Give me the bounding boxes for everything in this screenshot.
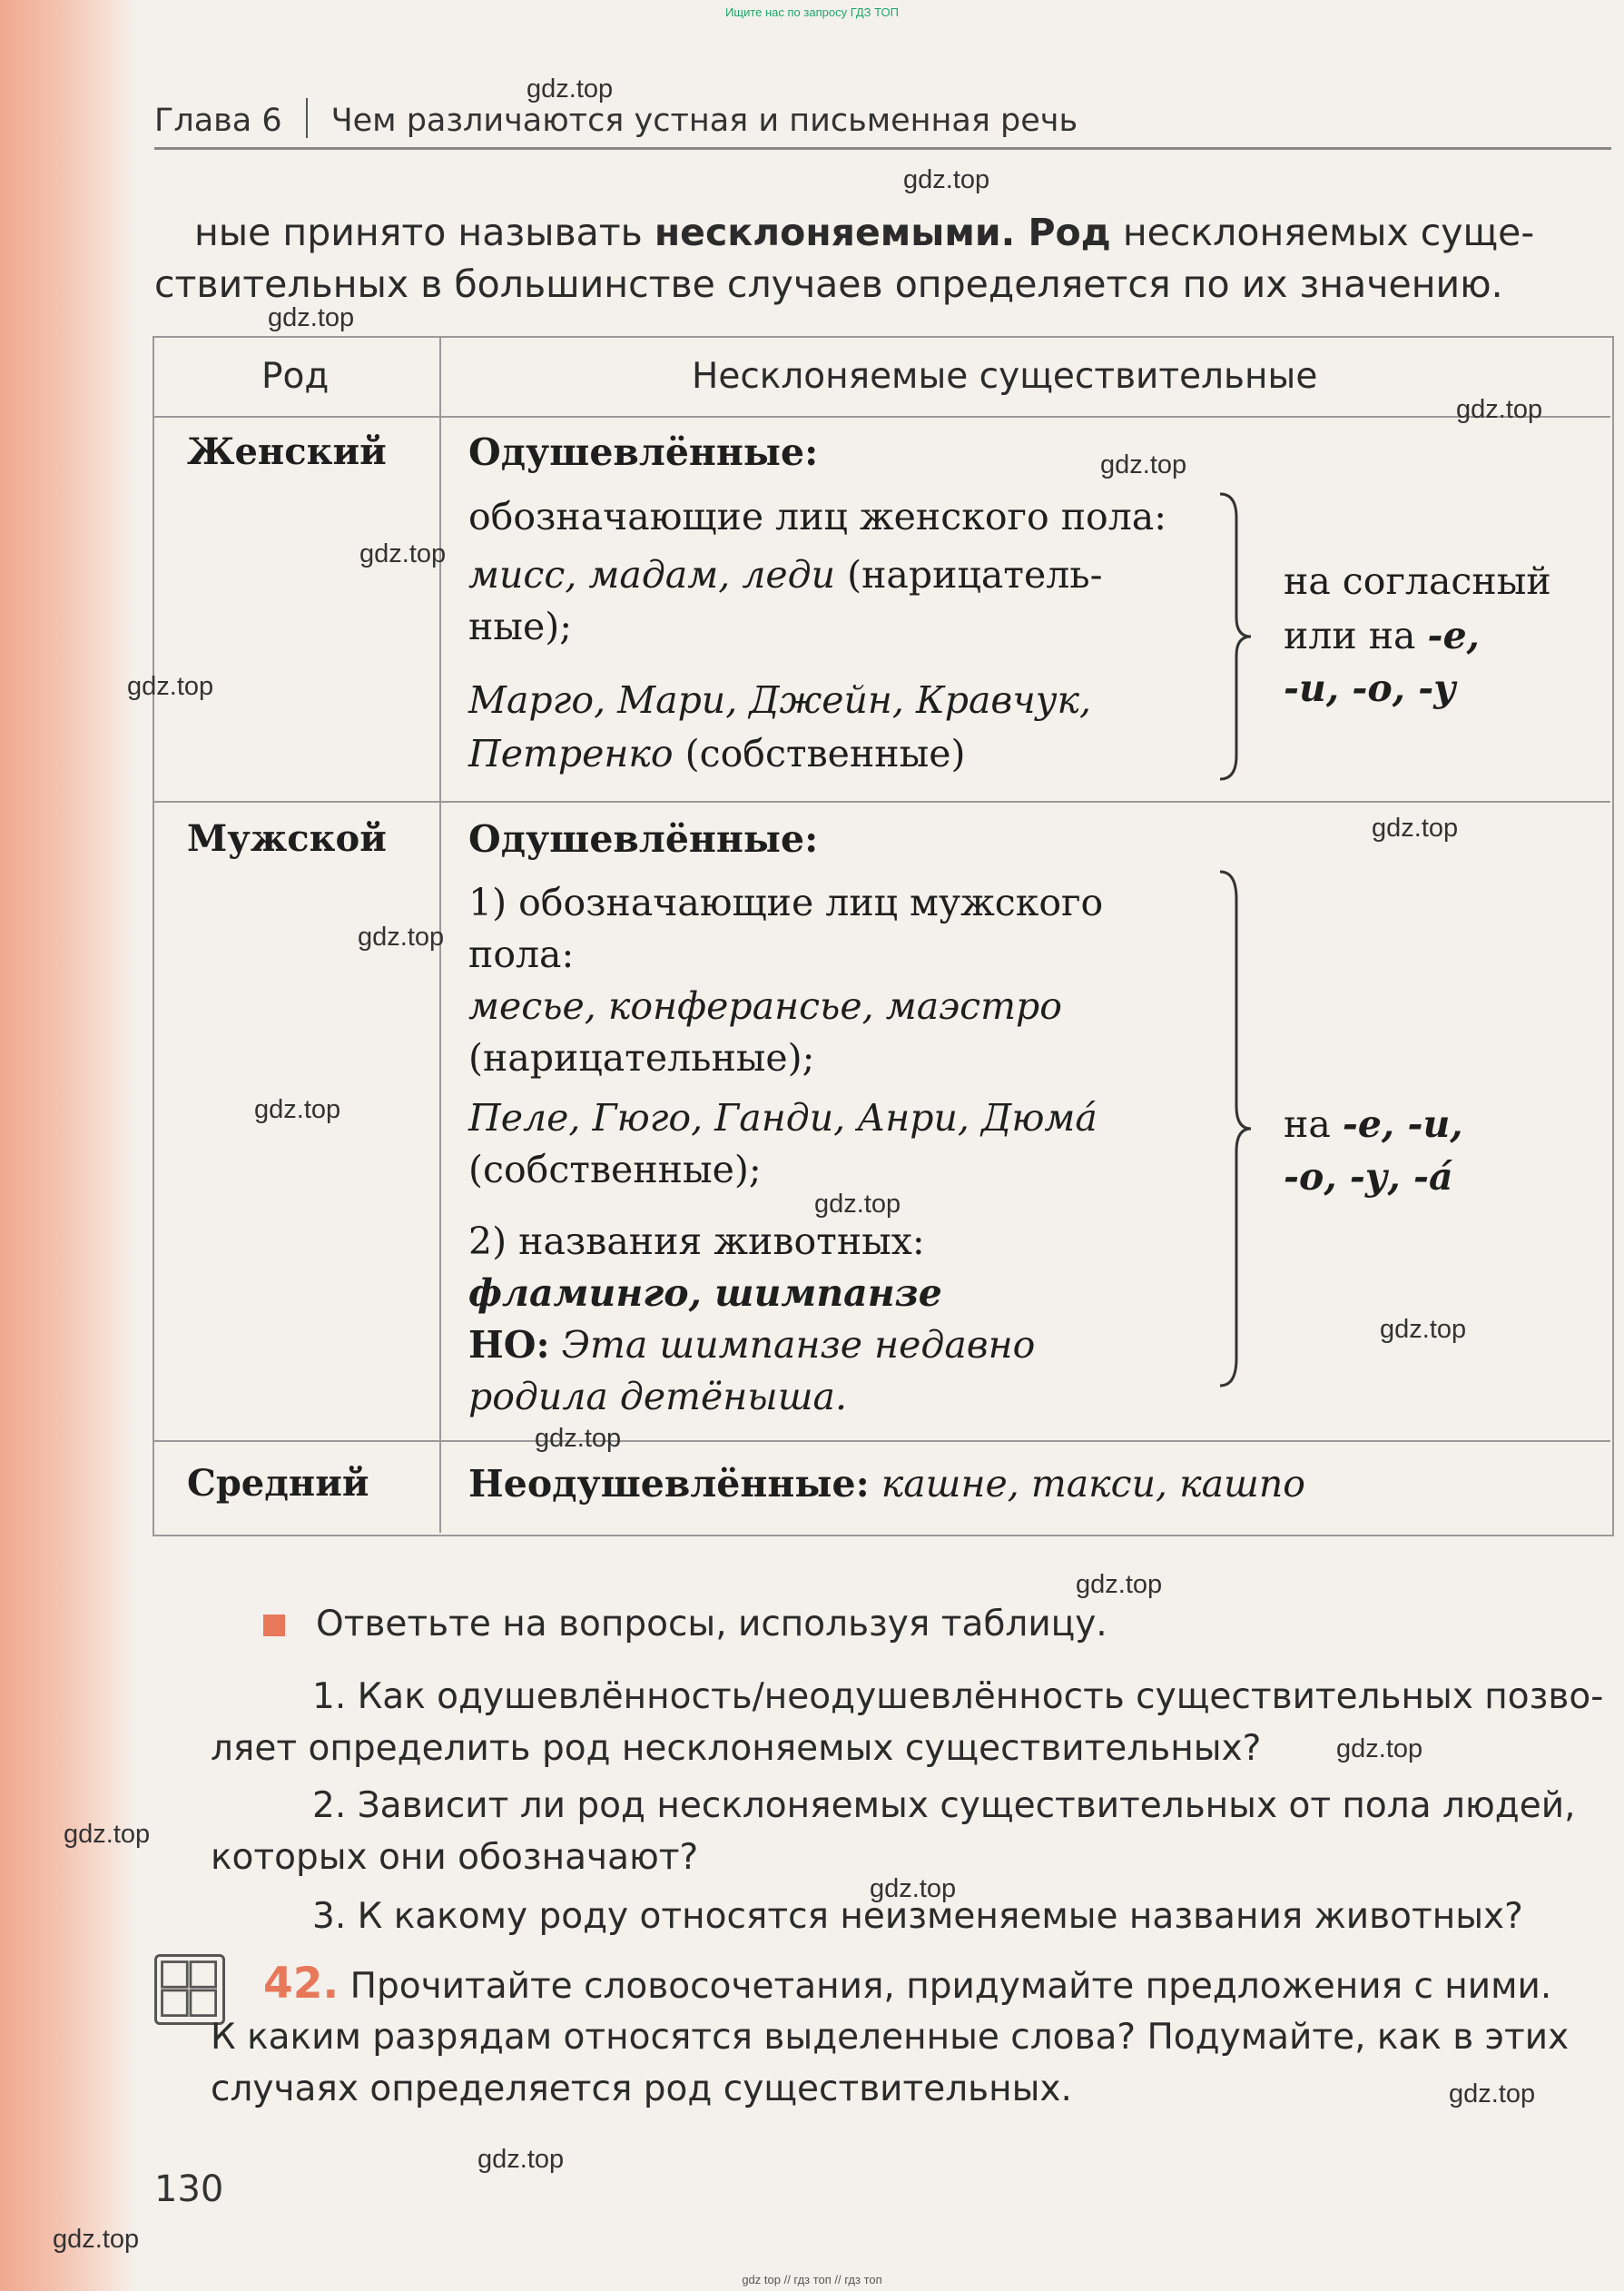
exercise-42-line-1 [263, 1958, 1614, 2012]
feminine-proper [468, 675, 1091, 726]
ending-suffix: -е, -и, [1342, 1102, 1463, 1146]
question-1-cont: ляет определить род несклоняемых существительных? [211, 1728, 1262, 1769]
ending-suffix: -о, -у, -а́ [1284, 1155, 1453, 1199]
ending-text: или на [1284, 614, 1428, 657]
gender-feminine: Женский [187, 430, 387, 473]
feminine-animate: Одушевлённые: [468, 430, 819, 474]
exception-label: НО: [468, 1323, 550, 1367]
questions-prompt: Ответьте на вопросы, используя таблицу. [316, 1604, 1107, 1644]
table-header-nouns: Несклоняемые существительные [692, 356, 1318, 397]
bottom-note: gdz top // гдз топ // гдз топ [742, 2273, 882, 2286]
masculine-exception [468, 1319, 1035, 1371]
ending-suffix: -е, [1427, 614, 1480, 657]
masculine-animals [468, 1268, 942, 1319]
question-2: 2. Зависит ли род несклоняемых существительных от пола людей, [312, 1785, 1576, 1826]
watermark: gdz.top [477, 2145, 565, 2174]
masculine-line: 1) обозначающие лиц мужского [468, 881, 1104, 924]
chapter-number: Глава 6 [154, 103, 282, 139]
masculine-line: пола: [468, 933, 575, 976]
top-note: Ищите нас по запросу ГДЗ ТОП [725, 5, 899, 19]
masculine-brace-icon [1216, 868, 1253, 1389]
feminine-note: (собственные) [673, 732, 966, 775]
feminine-line: обозначающие лиц женского пола: [468, 495, 1167, 538]
watermark: gdz.top [53, 2225, 140, 2254]
exercise-42-line-3: случаях определяется род существительных. [211, 2069, 1072, 2109]
feminine-proper-names: Марго, Мари, Джейн, Кравчук, [468, 678, 1092, 722]
page-edge-band [0, 0, 136, 2291]
gender-masculine: Мужской [187, 817, 387, 860]
gender-neuter: Средний [187, 1462, 369, 1505]
neuter-label: Неодушевлённые: [468, 1462, 870, 1506]
watermark: gdz.top [268, 303, 355, 332]
masculine-ending [1284, 1099, 1463, 1150]
page-number: 130 [154, 2168, 224, 2210]
masculine-proper [468, 1092, 1097, 1144]
watermark: gdz.top [1100, 450, 1187, 479]
exercise-number: 42. [263, 1959, 340, 2009]
exception-example: Эта шимпанзе недавно [549, 1323, 1036, 1367]
exception-example: родила детёныша. [468, 1375, 848, 1418]
masculine-proper-names: Пеле, Гюго, Ганди, Анри, Дюма́ [468, 1096, 1097, 1140]
watermark: gdz.top [64, 1820, 151, 1849]
feminine-line [468, 728, 966, 780]
question-1: 1. Как одушевлённость/неодушевлённость существительных позво- [312, 1676, 1604, 1717]
header-separator [306, 98, 308, 138]
feminine-ending: на согласный [1284, 559, 1551, 603]
ending-text: на [1284, 1102, 1343, 1146]
neuter-examples: кашне, такси, кашпо [869, 1462, 1305, 1506]
bullet-square-icon [263, 1615, 285, 1636]
watermark: gdz.top [1372, 814, 1459, 843]
intro-text: ные принято называть [194, 211, 655, 254]
neuter-content [468, 1458, 1305, 1510]
feminine-note: (нарицатель- [835, 553, 1103, 597]
header-rule [154, 147, 1611, 150]
watermark: gdz.top [535, 1424, 622, 1453]
watermark: gdz.top [527, 74, 614, 104]
masculine-line: (нарицательные); [468, 1036, 815, 1080]
feminine-line: ные); [468, 605, 573, 648]
masculine-animate: Одушевлённые: [468, 817, 819, 861]
animal-names: фламинго, шимпанзе [468, 1271, 942, 1315]
feminine-proper-name: Петренко [468, 732, 674, 775]
table-header-gender: Род [261, 356, 330, 397]
watermark: gdz.top [254, 1095, 341, 1124]
intro-line-2: ствительных в большинстве случаев определяется по их значению. [154, 262, 1503, 306]
watermark: gdz.top [1456, 395, 1543, 424]
feminine-brace-icon [1216, 490, 1253, 783]
watermark: gdz.top [903, 165, 990, 194]
masculine-common-names: месье, конферансье, маэстро [468, 984, 1062, 1028]
exercise-text: Прочитайте словосочетания, придумайте предложения с ними. [339, 1966, 1552, 2007]
watermark: gdz.top [358, 923, 445, 952]
question-2-cont: которых они обозначают? [211, 1837, 699, 1878]
intro-text-2: несклоняемых суще- [1110, 211, 1535, 254]
watermark: gdz.top [1076, 1570, 1163, 1599]
table-header-rule [153, 416, 1610, 418]
watermark: gdz.top [1380, 1315, 1467, 1344]
watermark: gdz.top [814, 1190, 901, 1219]
exercise-42-line-2: К каким разрядам относятся выделенные слова? Подумайте, как в этих [211, 2017, 1570, 2058]
feminine-ending [1284, 663, 1456, 715]
masculine-line: 2) названия животных: [468, 1220, 925, 1263]
watermark: gdz.top [870, 1874, 957, 1903]
watermark: gdz.top [1449, 2079, 1536, 2108]
masculine-line: (собственные); [468, 1148, 762, 1191]
chapter-header [154, 98, 1078, 139]
question-3: 3. К какому роду относятся неизменяемые названия животных? [312, 1896, 1523, 1937]
feminine-examples: мисс, мадам, леди [468, 553, 836, 597]
masculine-exception [468, 1371, 847, 1423]
feminine-line [468, 549, 1102, 601]
watermark: gdz.top [1336, 1734, 1423, 1763]
masculine-ending [1284, 1151, 1453, 1203]
watermark: gdz.top [359, 539, 447, 568]
masculine-examples [468, 981, 1062, 1032]
watermark: gdz.top [127, 672, 214, 701]
chapter-title: Чем различаются устная и письменная речь [330, 103, 1078, 139]
intro-bold: несклоняемыми. Род [654, 211, 1111, 254]
ending-suffix: -и, -о, -у [1284, 667, 1456, 710]
table-row-rule [153, 1440, 1610, 1442]
table-row-rule [153, 801, 1610, 803]
feminine-ending [1284, 610, 1480, 662]
intro-line-1 [194, 207, 1610, 259]
